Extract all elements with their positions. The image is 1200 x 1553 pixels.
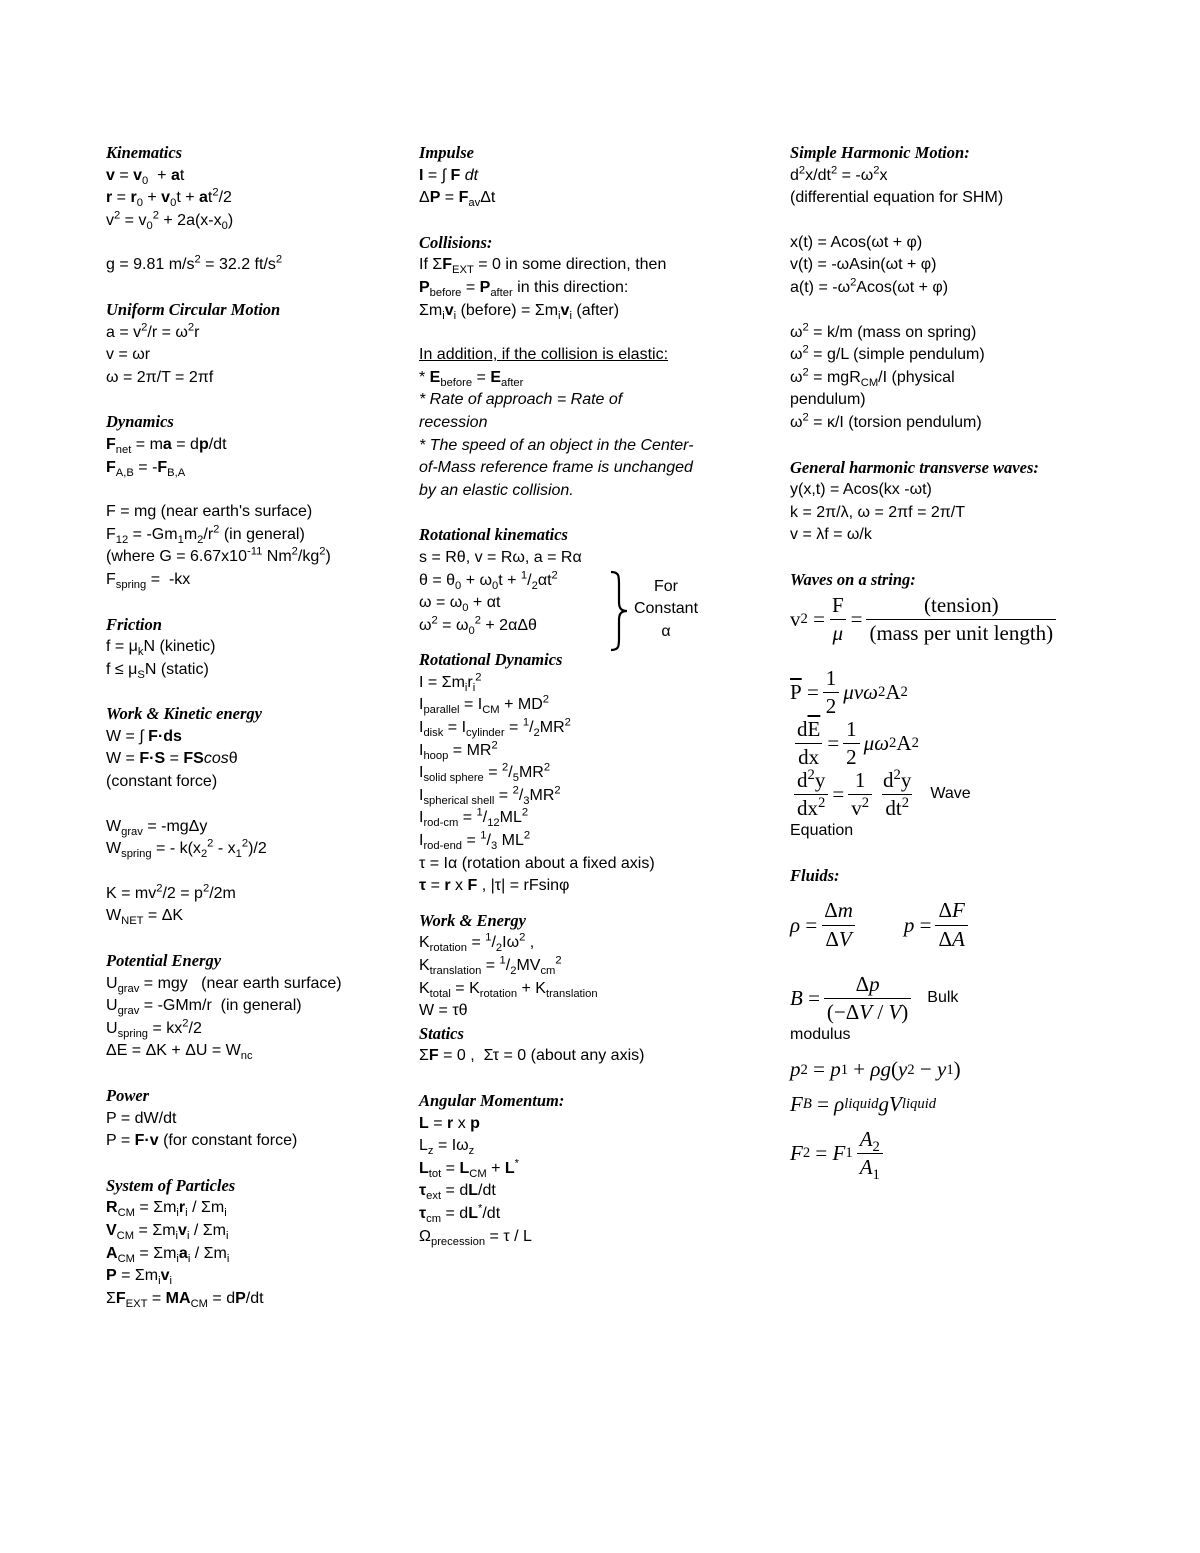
- curly-brace-icon: [607, 570, 631, 652]
- eq-velocity: $v = v_0$ + at: [106, 166, 185, 187]
- eq-inertia-rod-end: $I_{rod-end} = ^1/_3$ $ML^2$: [419, 829, 531, 853]
- eq-rot-work: W = τθ: [419, 1002, 468, 1020]
- heading-power: Power: [106, 1086, 150, 1105]
- column-2: [419, 142, 769, 1248]
- heading-particles: System of Particles: [106, 1175, 236, 1195]
- eq-grav-constant: (where $G = 6.67x10^{-11}$ $Nm^2/kg^2$): [106, 545, 331, 566]
- eq-rcm: $R_{CM} = \Sigma m_ir_i / \Sigma m_i$: [106, 1199, 227, 1220]
- eq-inertia-rod-cm: $I_{rod-cm} = ^1/_{12}ML^2$: [419, 807, 529, 830]
- eq-work-integral: W = ∫ F·ds: [106, 727, 182, 745]
- eq-angmom-total: $L_{tot} = L_{CM} + L^*$: [419, 1157, 520, 1180]
- heading-rot-dynamics: Rotational Dynamics: [419, 650, 563, 670]
- elastic-note: In addition, if the collision is elastic:: [419, 346, 669, 364]
- eq-wave-function: y(x,t) = Acos(kx -ωt): [790, 481, 932, 499]
- eq-buoyancy: F B = ρ liquid gV liquid: [790, 1092, 937, 1116]
- eq-collision-1: If $\Sigma F_{EXT} = 0$ in some direction, then: [419, 256, 667, 277]
- eq-newton-third: $F_{A,B} = -F_{B,A}$: [106, 458, 186, 479]
- eq-gravitation: $F_{12} = -Gm_1m_2/r^2$ (in general): [106, 523, 305, 546]
- eq-wave-equation: $\frac{d^2y}{dx^2}$ = $\frac{1}{v^2}$ $\frac{d^2y}{dt^2}$ Wave: [790, 769, 1180, 820]
- eq-kinetic-energy: $K = mv^2/2 = p^2/2m$: [106, 882, 236, 902]
- eq-precession: $\Omega_{precession} = \tau / L$: [419, 1227, 532, 1248]
- eq-k-rotation: $K_{rotation} = ^1/_2I\omega^2$ ,: [419, 932, 535, 955]
- eq-pot-grav-general: $U_{grav} = -GMm/r$ (in general): [106, 997, 302, 1018]
- eq-centripetal: $a = v^2/r = \omega^2r$: [106, 321, 200, 341]
- eq-inertia-hoop: $I_{hoop} = MR^2$: [419, 739, 498, 762]
- heading-work-kinetic: Work & Kinetic energy: [106, 704, 262, 724]
- eq-power-constant: P = F·v (for constant force): [106, 1132, 298, 1150]
- eq-angmom: L = r x p: [419, 1114, 480, 1132]
- eq-momentum: $P = \Sigma m_iv_i$: [106, 1267, 173, 1288]
- bulk-modulus-label: modulus: [790, 1025, 851, 1043]
- eq-position: $r = r_0 + v_0t + at^2/2$: [106, 186, 232, 210]
- heading-friction: Friction: [106, 614, 162, 634]
- eq-wave-number: k = 2π/λ, ω = 2πf = 2π/T: [790, 503, 966, 521]
- eq-work-gravity: $W_{grav} = -mg\Delta y$: [106, 817, 208, 838]
- eq-net-external: $\Sigma F_{EXT} = MA_{CM} = dP/dt$: [106, 1289, 264, 1310]
- eq-omega-torsion: $\omega^2 = \kappa/I$ (torsion pendulum): [790, 411, 982, 431]
- eq-string-power: $\overline{P}$ = $\frac{1}{2}$ μvω 2 A 2: [790, 665, 908, 718]
- eq-pot-grav-near: $U_{grav}$ = mgy (near earth surface): [106, 974, 342, 995]
- heading-dynamics: Dynamics: [106, 412, 174, 432]
- eq-acm: $A_{CM} = \Sigma m_ia_i / \Sigma m_i$: [106, 1244, 230, 1265]
- heading-work-energy-rot: Work & Energy: [419, 910, 526, 930]
- eq-collision-2: $P_{before} = P_{after}$ in this direction:: [419, 278, 629, 300]
- eq-hydrostatic: p 2 = p 1 + ρg ( y 2 − y 1 ): [790, 1057, 961, 1082]
- heading-angular-momentum: Angular Momentum:: [419, 1090, 565, 1110]
- eq-kinetic-friction: $f = \mu_kN$ (kinetic): [106, 638, 216, 659]
- eq-angmom-z: $L_z = I\omega_z$: [419, 1137, 475, 1158]
- constant-alpha-group: [419, 570, 769, 638]
- eq-density-pressure: ρ = $\frac{\Delta m}{\Delta V}$ p = $\frac{\Delta F}{\Delta A}$: [790, 899, 1180, 950]
- eq-k-translation: $K_{translation} = ^1/_2MV_{cm}^2$: [419, 954, 562, 978]
- eq-shm-v: v(t) = -ωAsin(ωt + φ): [790, 256, 937, 274]
- eq-spring-force: $F_{spring} = -kx$: [106, 570, 191, 592]
- eq-shm-x: x(t) = Acos(ωt + φ): [790, 233, 923, 251]
- heading-waves: General harmonic transverse waves:: [790, 457, 1039, 477]
- eq-wave-speed: v = λf = ω/k: [790, 526, 872, 544]
- eq-torque-cross: τ = r x F , |τ| = rFsinφ: [419, 877, 570, 895]
- eq-shm-a: $a(t) = -\omega^2Acos(\omega t + \varphi)$: [790, 276, 949, 296]
- column-1: [106, 142, 396, 1310]
- eq-inertia-shell: $I_{spherical shell} = ^2/_3MR^2$: [419, 784, 561, 808]
- eq-string-energy-density: $\frac{d\overline{E}}{dx}$ = $\frac{1}{2}$ μω 2 A 2: [797, 716, 919, 769]
- eq-pascal: F 2 = F 1 $\frac{A_2}{A_1}$: [790, 1128, 1180, 1179]
- heading-potential: Potential Energy: [106, 951, 222, 971]
- eq-shm-diff: $d^2x/dt^2 = -\omega^2x$: [790, 164, 888, 184]
- eq-statics: ΣF = 0 , Στ = 0 (about any axis): [419, 1047, 645, 1065]
- shm-note: (differential equation for SHM): [790, 189, 1004, 207]
- eq-power: P = dW/dt: [106, 1109, 177, 1127]
- eq-newton-second: $F_{net}$ = ma = dp/dt: [106, 435, 227, 457]
- eq-velocity-squared: $v^2 = v_0^2 + 2a(x-x_0)$: [106, 209, 234, 232]
- eq-omega-simple-pendulum: $\omega^2 = g/L$ (simple pendulum): [790, 343, 985, 364]
- eq-bulk-modulus: B = $\frac{\Delta p}{(-\Delta V / V)}$ Bulk: [790, 971, 959, 1024]
- eq-static-friction: $f \le \mu_SN$ (static): [106, 660, 209, 681]
- eq-weight: F = mg (near earth's surface): [106, 503, 313, 521]
- heading-collisions: Collisions:: [419, 232, 493, 252]
- eq-work-spring: $W_{spring}$ = - $k(x_2^2 - x_1^2)/2$: [106, 837, 267, 861]
- eq-k-total: $K_{total} = K_{rotation} + K_{translation}$: [419, 979, 598, 1000]
- eq-elastic-energy: * $E_{before} = E_{after}$: [419, 368, 524, 389]
- eq-work-constant: W = F·S = FScosθ: [106, 750, 238, 768]
- elastic-cm-frame: * The speed of an object in the Center-of-Mass reference frame is unchanged by an elastic collision.: [419, 436, 694, 499]
- heading-shm: Simple Harmonic Motion:: [790, 143, 970, 162]
- column-3: [790, 142, 1180, 1183]
- eq-omega-spring: $\omega^2 = k/m$ (mass on spring): [790, 321, 977, 341]
- eq-parallel-axis: $I_{parallel} = I_{CM} + MD^2$: [419, 694, 549, 717]
- heading-fluids: Fluids:: [790, 865, 840, 885]
- eq-collision-3: $\Sigma m_iv_i$ (before) = $\Sigma m_iv_i$ (after): [419, 301, 620, 322]
- eq-angular-freq: ω = 2π/T = 2πf: [106, 368, 214, 386]
- eq-rot-omega-sq: $\omega^2 = \omega_0^2 + 2\alpha\Delta\theta$: [419, 614, 537, 637]
- eq-inertia-disk: $I_{disk} = I_{cylinder} = ^1/_2MR^2$: [419, 716, 571, 740]
- eq-torque-fixed: τ = Iα (rotation about a fixed axis): [419, 854, 655, 872]
- wave-equation-label: Equation: [790, 822, 854, 840]
- heading-rot-kinematics: Rotational kinematics: [419, 525, 568, 545]
- elastic-approach: * Rate of approach = Rate of recession: [419, 391, 623, 431]
- eq-omega-physical-pendulum: $\omega^2 = mgR_{CM}/I$ (physical pendulum): [790, 366, 955, 409]
- eq-gravity: g = 9.81 $m/s^2 = 32.2$ $ft/s^2$: [106, 254, 283, 274]
- eq-torque-ext: $\tau_{ext} = dL/dt$: [419, 1182, 496, 1203]
- eq-pot-spring: $U_{spring} = kx^2/2$: [106, 1017, 202, 1040]
- eq-impulse: I = ∫ F dt: [419, 166, 479, 184]
- eq-energy-conservation: $\Delta E = \Delta K + \Delta U = W_{nc}$: [106, 1042, 253, 1063]
- eq-inertia-sphere: $I_{solid sphere} = ^2/_5MR^2$: [419, 761, 551, 785]
- eq-tangential: v = ωr: [106, 346, 151, 364]
- heading-circular-motion: Uniform Circular Motion: [106, 299, 281, 319]
- constant-alpha-label: For Constant α: [633, 577, 699, 640]
- eq-rot-omega: $\omega = \omega_0 + \alpha t$: [419, 594, 501, 615]
- heading-impulse: Impulse: [419, 143, 475, 162]
- eq-moment-inertia: $I = \Sigma m_ir_i^2$: [419, 671, 482, 695]
- heading-kinematics: Kinematics: [106, 143, 183, 162]
- eq-string-speed: v 2 = $\frac{F}{\mu}$ = $\frac{\text{(tension)}}{\text{(mass per unit length)}}$: [790, 594, 1180, 645]
- eq-work-note: (constant force): [106, 773, 218, 791]
- eq-rot-relations: s = Rθ, v = Rω, a = Rα: [419, 548, 582, 566]
- heading-statics: Statics: [419, 1023, 464, 1043]
- heading-string-waves: Waves on a string:: [790, 569, 916, 589]
- eq-impulse-avg: $\Delta P = F_{av}\Delta t$: [419, 189, 496, 210]
- eq-torque-cm: $\tau_{cm} = dL^*/dt$: [419, 1202, 501, 1226]
- eq-work-energy: $W_{NET} = \Delta K$: [106, 907, 184, 928]
- eq-vcm: $V_{CM} = \Sigma m_iv_i / \Sigma m_i$: [106, 1221, 229, 1243]
- eq-rot-theta: $\theta = \theta_0 + \omega_0t + ^1/_2\alpha t^2$: [419, 569, 558, 592]
